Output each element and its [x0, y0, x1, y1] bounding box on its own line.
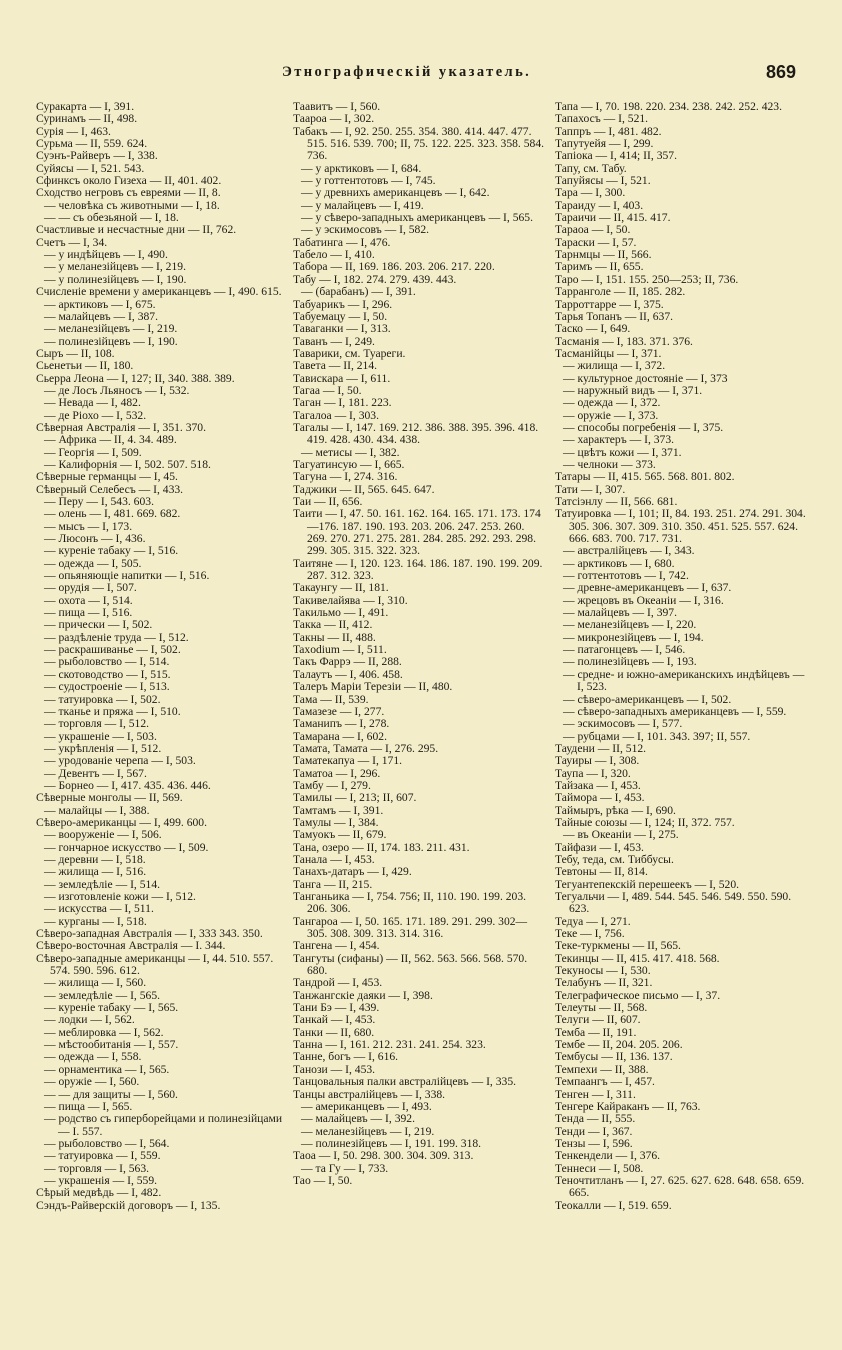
index-entry: Танцы австралійцевъ — I, 338.	[293, 1087, 446, 1101]
index-entry: Тензы — I, 596.	[555, 1136, 633, 1150]
index-entry: — одежда — I, 372.	[563, 396, 661, 410]
index-entry: Тагалоа — I, 303.	[293, 408, 380, 422]
index-entry: Танки — II, 680.	[293, 1025, 375, 1039]
index-entry: Суракарта — I, 391.	[36, 100, 135, 113]
index-entry: — Невада — I, 482.	[44, 396, 141, 410]
index-entry: — одежда — I, 558.	[44, 1050, 142, 1064]
index-entry: Тенгере Кайраканъ — II, 763.	[555, 1099, 701, 1113]
index-entry: — куреніе табаку — I, 516.	[44, 544, 179, 558]
index-entry: Сѣверные монголы — II, 569.	[36, 791, 183, 805]
index-entry: Тенда — II, 555.	[555, 1112, 636, 1126]
index-entry: — у меланезійцевъ — I, 219.	[44, 260, 186, 274]
index-entry: Тараски — I, 57.	[555, 235, 637, 249]
index-entry: Такка — II, 412.	[293, 618, 373, 632]
index-entry: Тагуатинсую — I, 665.	[293, 457, 405, 471]
index-entry: Танози — I, 453.	[293, 1062, 376, 1076]
index-entry: Тарнмцы — II, 566.	[555, 248, 652, 262]
index-entry: Табу — I, 182. 274. 279. 439. 443.	[293, 272, 457, 286]
index-entry: Сьерра Леона — I, 127; II, 340. 388. 389.	[36, 371, 235, 385]
index-entry: — жрецовъ въ Океаніи — I, 316.	[563, 593, 724, 607]
index-column-1	[36, 101, 284, 1212]
index-entry: — меблировка — I, 562.	[44, 1025, 164, 1039]
index-entry: — жилища — I, 372.	[563, 359, 666, 373]
index-entry: — полинезійцевъ — I, 193.	[563, 655, 697, 669]
index-entry: — искусства — I, 511.	[44, 902, 154, 916]
index-entry: — Африка — II, 4. 34. 489.	[44, 433, 177, 447]
index-entry: — курганы — I, 518.	[44, 914, 147, 928]
index-entry: — у арктиковъ — I, 684.	[301, 161, 422, 175]
index-entry: Тамуокъ — II, 679.	[293, 828, 387, 842]
index-entry: Тавискара — I, 611.	[293, 371, 391, 385]
index-entry: — родство съ гиперборейцами и полинезійцами — I. 557.	[44, 1112, 283, 1138]
index-entry: Тангена — I, 454.	[293, 939, 380, 953]
index-entry: Сурія — I, 463.	[36, 124, 111, 138]
index-entry: Таупа — I, 320.	[555, 766, 631, 780]
index-entry: — украшенія — I, 559.	[44, 1173, 158, 1187]
index-entry: — арктиковъ — I, 680.	[563, 556, 675, 570]
index-entry: Тандрой — I, 453.	[293, 976, 383, 990]
index-entry: — наружный видъ — I, 371.	[563, 383, 703, 397]
index-entry: Тавета — II, 214.	[293, 359, 378, 373]
index-entry: — характеръ — I, 373.	[563, 433, 675, 447]
index-entry: Тамулы — I, 384.	[293, 815, 379, 829]
index-entry: Тембе — II, 204. 205. 206.	[555, 1038, 683, 1052]
index-entry: — меланезійцевъ — I, 219.	[44, 322, 178, 336]
index-entry: Табакъ — I, 92. 250. 255. 354. 380. 414. 447. 477. 515. 516. 539. 700; II, 75. 122. 225. 323. 358. 584. 736.	[293, 124, 545, 163]
index-entry: — готтентотовъ — I, 742.	[563, 569, 689, 583]
index-entry: Тапіока — I, 414; II, 357.	[555, 149, 677, 163]
index-entry: Тевтоны — II, 814.	[555, 865, 648, 879]
index-entry: Телуги — II, 607.	[555, 1013, 641, 1027]
index-entry: Тебу, теда, см. Тиббусы.	[555, 852, 674, 866]
index-entry: — орнаментика — I, 565.	[44, 1062, 170, 1076]
index-entry: Танга — II, 215.	[293, 877, 373, 891]
index-entry: Тамарана — I, 602.	[293, 729, 387, 743]
index-entry: Сьенетьи — II, 180.	[36, 359, 134, 373]
index-entry: Сфинксъ около Гизеха — II, 401. 402.	[36, 174, 222, 188]
index-entry: Танцовальныя палки австралійцевъ — I, 335.	[293, 1075, 517, 1089]
index-entry: Такъ Фаррэ — II, 288.	[293, 655, 402, 669]
index-entry: Таарoa — I, 302.	[293, 112, 375, 126]
index-entry: Таваганки — I, 313.	[293, 322, 391, 336]
index-entry: Тамилы — I, 213; II, 607.	[293, 791, 417, 805]
index-entry: — у сѣверо-западныхъ американцевъ — I, 565.	[301, 211, 534, 225]
index-entry: — гончарное искусство — I, 509.	[44, 840, 209, 854]
index-entry: Тара — I, 300.	[555, 186, 626, 200]
index-entry: — способы погребенія — I, 375.	[563, 420, 724, 434]
index-entry: — та Гу — I, 733.	[301, 1161, 389, 1175]
index-entry: Таско — I, 649.	[555, 322, 631, 336]
index-entry: — эскимосовъ — I, 577.	[563, 717, 683, 731]
index-entry: — пища — I, 516.	[44, 606, 133, 620]
index-entry: Тапа — I, 70. 198. 220. 234. 238. 242. 252. 423.	[555, 100, 782, 113]
index-entry: — тканье и пряжа — I, 510.	[44, 704, 181, 718]
index-entry: Темпаангъ — I, 457.	[555, 1075, 655, 1089]
index-entry: — у малайцевъ — I, 419.	[301, 198, 424, 212]
index-entry: Тамбу — I, 279.	[293, 778, 371, 792]
index-entry: Таманипъ — I, 278.	[293, 717, 390, 731]
index-entry: — меланезійцевъ — I, 219.	[301, 1124, 435, 1138]
index-entry: — Калифорнія — I, 502. 507. 518.	[44, 457, 211, 471]
index-entry: Тараичи — II, 415. 417.	[555, 211, 671, 225]
index-entry: Тенген — I, 311.	[555, 1087, 636, 1101]
index-entry: Тарроттарре — I, 375.	[555, 297, 664, 311]
index-entry: Теннеси — I, 508.	[555, 1161, 644, 1175]
index-entry: Теокалли — I, 519. 659.	[555, 1198, 672, 1212]
index-entry: — малайцевъ — I, 397.	[563, 606, 678, 620]
index-entry: Счастливые и несчастные дни — II, 762.	[36, 223, 237, 237]
index-entry: — мѣстообитанія — I, 557.	[44, 1038, 179, 1052]
index-entry: — жилища — I, 516.	[44, 865, 147, 879]
index-entry: Тапутуейя — I, 299.	[555, 137, 654, 151]
index-entry: — у готтентотовъ — I, 745.	[301, 174, 436, 188]
index-entry: Тараиду — I, 403.	[555, 198, 644, 212]
index-entry: Счисленіе времени у американцевъ — I, 490. 615.	[36, 285, 282, 299]
index-entry: Тарранголе — II, 185. 282.	[555, 285, 686, 299]
index-entry: — древне-американцевъ — I, 637.	[563, 581, 732, 595]
index-entry: Тайфази — I, 453.	[555, 840, 644, 854]
index-entry: Таавитъ — I, 560.	[293, 100, 381, 113]
index-entry: — татуировка — I, 559.	[44, 1149, 161, 1163]
index-entry: — оружіе — I, 560.	[44, 1075, 140, 1089]
index-entry: — Девентъ — I, 567.	[44, 766, 147, 780]
index-entry: — татуировка — I, 502.	[44, 692, 161, 706]
index-entry: Тангуты (сифаны) — II, 562. 563. 566. 568. 570. 680.	[293, 951, 528, 978]
index-entry: Табело — I, 410.	[293, 248, 375, 262]
index-entry: — торговля — I, 512.	[44, 717, 150, 731]
index-entry: — Георгія — I, 509.	[44, 445, 142, 459]
index-entry: Татуировка — I, 101; II, 84. 193. 251. 274. 291. 304. 305. 306. 307. 309. 310. 350. 451. 525. 557. 624. 666. 683. 700. 717. 731.	[555, 507, 806, 546]
index-entry: Тапахосъ — I, 521.	[555, 112, 649, 126]
index-entry: Тайные союзы — I, 124; II, 372. 757.	[555, 815, 735, 829]
index-entry: Танна — I, 161. 212. 231. 241. 254. 323.	[293, 1038, 486, 1052]
index-entry: — малайцевъ — I, 387.	[44, 309, 159, 323]
index-entry: — полинезійцевъ — I, 191. 199. 318.	[301, 1136, 482, 1150]
index-entry: — орудія — I, 507.	[44, 581, 137, 595]
index-entry: — метисы — I, 382.	[301, 445, 400, 459]
index-entry: Тембусы — II, 136. 137.	[555, 1050, 673, 1064]
index-entry: Тауиры — I, 308.	[555, 754, 640, 768]
index-entry: — лодки — I, 562.	[44, 1013, 135, 1027]
index-entry: — челноки — 373.	[563, 457, 656, 471]
index-entry: Татары — II, 415. 565. 568. 801. 802.	[555, 470, 735, 484]
index-entry: Таванъ — I, 249.	[293, 334, 375, 348]
index-entry: Тапу, см. Табу.	[555, 161, 627, 175]
index-entry: Таматекапуа — I, 171.	[293, 754, 403, 768]
index-entry: — человѣка съ животными — I, 18.	[44, 198, 220, 212]
index-entry: — раскрашиванье — I, 502.	[44, 643, 181, 657]
index-entry: Табора — II, 169. 186. 203. 206. 217. 220.	[293, 260, 495, 274]
index-entry: Тасманійцы — I, 371.	[555, 346, 662, 360]
index-entry: Сыръ — II, 108.	[36, 346, 115, 360]
index-entry: Телабунъ — II, 321.	[555, 976, 653, 990]
index-entry: Сурьма — II, 559. 624.	[36, 137, 148, 151]
index-entry: Такильмо — I, 491.	[293, 606, 389, 620]
index-entry: — судостроеніе — I, 513.	[44, 680, 170, 694]
index-entry: — вооруженіе — I, 506.	[44, 828, 162, 842]
index-entry: Таппръ — I, 481. 482.	[555, 124, 662, 138]
index-column-2	[293, 101, 545, 1187]
index-entry: Танала — I, 453.	[293, 852, 375, 866]
index-entry: Тараоа — I, 50.	[555, 223, 631, 237]
index-entry: Тенкендели — I, 376.	[555, 1149, 661, 1163]
index-entry: Суйясы — I, 521. 543.	[36, 161, 145, 175]
index-entry: Таматоа — I, 296.	[293, 766, 381, 780]
index-entry: Сходство негровъ съ евреями — II, 8.	[36, 186, 221, 200]
index-entry: Темба — II, 191.	[555, 1025, 637, 1039]
index-entry: Тани Бэ — I, 439.	[293, 1001, 380, 1015]
index-entry: Такны — II, 488.	[293, 630, 376, 644]
index-entry: — опьяняющіе напитки — I, 516.	[44, 569, 210, 583]
index-entry: Табатинга — I, 476.	[293, 235, 391, 249]
index-entry: Телеграфическое письмо — I, 37.	[555, 988, 721, 1002]
index-entry: — у полинезійцевъ — I, 190.	[44, 272, 187, 286]
index-entry: — — съ обезьяной — I, 18.	[44, 211, 179, 225]
index-entry: Телеуты — II, 568.	[555, 1001, 648, 1015]
index-entry: Таймыръ, рѣка — I, 690.	[555, 803, 676, 817]
index-entry: — земледѣліе — I, 565.	[44, 988, 161, 1002]
index-entry: Таи — II, 656.	[293, 495, 363, 508]
index-entry: Счетъ — I, 34.	[36, 235, 108, 249]
index-entry: Талаутъ — I, 406. 458.	[293, 667, 403, 681]
index-entry: Темпехи — II, 388.	[555, 1062, 649, 1076]
index-entry: Таити — I, 47. 50. 161. 162. 164. 165. 171. 173. 174—176. 187. 190. 193. 203. 206. 247. 253. 260. 269. 270. 271. 275. 281. 284. 285. 292. 293. 298. 299. 305. 315. 322. 323.	[293, 507, 541, 558]
index-entry: Тамтамъ — I, 391.	[293, 803, 384, 817]
index-entry: — оружіе — I, 373.	[563, 408, 659, 422]
index-entry: Теке — I, 756.	[555, 927, 625, 941]
index-entry: — цвѣтъ кожи — I, 371.	[563, 445, 682, 459]
index-entry: Табуарикъ — I, 296.	[293, 297, 393, 311]
index-entry: — сѣверо-западныхъ американцевъ — I, 559.	[563, 704, 787, 718]
index-entry: — раздѣленіе труда — I, 512.	[44, 630, 189, 644]
index-entry: Тенди — I, 367.	[555, 1124, 633, 1138]
index-entry: Татсіэнлу — II, 566. 681.	[555, 495, 678, 508]
index-entry: — изготовленіе кожи — I, 512.	[44, 890, 196, 903]
index-entry: Суринамъ — II, 498.	[36, 112, 138, 126]
index-entry: Тати — I, 307.	[555, 482, 626, 496]
index-entry: — арктиковъ — I, 675.	[44, 297, 156, 311]
index-entry: Тагаа — I, 50.	[293, 383, 362, 397]
index-entry: Сэндъ-Райверскій договоръ — I, 135.	[36, 1198, 221, 1212]
index-entry: Таудени — II, 512.	[555, 741, 647, 755]
index-entry: — рыболовство — I, 514.	[44, 655, 170, 669]
index-entry: Сѣверная Австралія — I, 351. 370.	[36, 420, 207, 434]
index-entry: Таро — I, 151. 155. 250—253; II, 736.	[555, 272, 739, 286]
index-entry: — малайцы — I, 388.	[44, 803, 150, 817]
index-entry: — одежда — I, 505.	[44, 556, 142, 570]
index-entry: Сѣрый медвѣдь — I, 482.	[36, 1186, 162, 1200]
index-entry: Танахъ-датаръ — I, 429.	[293, 865, 412, 879]
index-entry: — земледѣліе — I, 514.	[44, 877, 161, 891]
page-number: 869	[766, 62, 797, 82]
index-entry: — рубцами — I, 101. 343. 397; II, 557.	[563, 729, 751, 743]
index-entry: Тангароа — I, 50. 165. 171. 189. 291. 299. 302—305. 308. 309. 313. 314. 316.	[293, 914, 528, 941]
index-entry: — жилища — I, 560.	[44, 976, 147, 990]
index-entry: Такивелайява — I, 310.	[293, 593, 408, 607]
index-entry: — австралійцевъ — I, 343.	[563, 544, 695, 558]
index-entry: Сѣверо-восточная Австралія — I. 344.	[36, 939, 226, 953]
index-entry: — олень — I, 481. 669. 682.	[44, 507, 181, 521]
index-entry: Тедуа — I, 271.	[555, 914, 631, 928]
index-entry: Таймора — I, 453.	[555, 791, 645, 805]
index-entry: — Люсонъ — I, 436.	[44, 532, 146, 546]
index-entry: — Перу — I, 543. 603.	[44, 495, 154, 508]
index-entry: Танне, богъ — I, 616.	[293, 1050, 399, 1064]
index-entry: Тасманія — I, 183. 371. 376.	[555, 334, 693, 348]
index-entry: — у древнихъ американцевъ — I, 642.	[301, 186, 490, 200]
index-entry: Теночтитланъ — I, 27. 625. 627. 628. 648. 658. 659. 665.	[555, 1173, 805, 1200]
index-entry: — пища — I, 565.	[44, 1099, 133, 1113]
index-entry: — уродованіе черепа — I, 503.	[44, 754, 196, 768]
index-entry: Тарья Топанъ — II, 637.	[555, 309, 674, 323]
index-entry: Текинцы — II, 415. 417. 418. 568.	[555, 951, 720, 965]
index-entry: Сѣверо-западная Австралія — I, 333 343. 350.	[36, 927, 263, 941]
index-entry: — полинезійцевъ — I, 190.	[44, 334, 178, 348]
index-entry: Тана, озеро — II, 174. 183. 211. 431.	[293, 840, 470, 854]
index-entry: — культурное достояніе — I, 373	[563, 371, 728, 385]
index-entry: Танжангскіе даяки — I, 398.	[293, 988, 433, 1002]
index-entry: — укрѣпленія — I, 512.	[44, 741, 162, 755]
index-entry: — деревни — I, 518.	[44, 852, 146, 866]
index-entry: — у индѣйцевъ — I, 490.	[44, 248, 168, 262]
index-entry: Текуносы — I, 530.	[555, 964, 651, 978]
index-entry: Талеръ Маріи Терезіи — II, 480.	[293, 680, 453, 694]
index-entry: Таварики, см. Туареги.	[293, 346, 406, 360]
index-entry: Тапуйясы — I, 521.	[555, 174, 651, 188]
running-head	[0, 62, 842, 86]
index-entry: — въ Океаніи — I, 275.	[563, 828, 679, 842]
index-entry: — у эскимосовъ — I, 582.	[301, 223, 430, 237]
index-entry: — прически — I, 502.	[44, 618, 153, 632]
index-entry: — де Ріохо — I, 532.	[44, 408, 147, 422]
index-entry: — куреніе табаку — I, 565.	[44, 1001, 179, 1015]
index-entry: Таримъ — II, 655.	[555, 260, 644, 274]
index-entry: Танкай — I, 453.	[293, 1013, 376, 1027]
index-entry: Тагуна — I, 274. 316.	[293, 470, 398, 484]
index-entry: — скотоводство — I, 515.	[44, 667, 171, 681]
running-title: Этнографическій указатель.	[282, 64, 532, 80]
index-entry: Тамазезе — I, 277.	[293, 704, 385, 718]
index-entry: Тегуальчи — I, 489. 544. 545. 546. 549. 550. 590. 623.	[555, 890, 792, 916]
index-entry: Такаунгу — II, 181.	[293, 581, 389, 595]
index-entry: Тегуантепекскій перешеекъ — I, 520.	[555, 877, 740, 891]
index-entry: Тама — II, 539.	[293, 692, 369, 706]
index-entry: Суэнъ-Райверъ — I, 338.	[36, 149, 158, 163]
index-entry: Тао — I, 50.	[293, 1173, 353, 1187]
index-entry: Сѣверо-американцы — I, 499. 600.	[36, 815, 207, 829]
index-entry: Таоа — I, 50. 298. 300. 304. 309. 313.	[293, 1149, 474, 1163]
index-entry: Сѣверный Селебесъ — I, 433.	[36, 482, 184, 496]
index-entry: — рыболовство — I, 564.	[44, 1136, 170, 1150]
index-entry: Сѣверные германцы — I, 45.	[36, 470, 178, 484]
index-entry: — (барабанъ) — I, 391.	[301, 285, 416, 299]
index-entry: — малайцевъ — I, 392.	[301, 1112, 416, 1126]
index-entry: Сѣверо-западные американцы — I, 44. 510. 557. 574. 590. 596. 612.	[36, 951, 274, 978]
index-entry: Таитяне — I, 120. 123. 164. 186. 187. 190. 199. 209. 287. 312. 323.	[293, 556, 543, 583]
index-column-3	[555, 101, 813, 1212]
index-entry: — сѣверо-американцевъ — I, 502.	[563, 692, 732, 706]
index-entry: — патагонцевъ — I, 546.	[563, 643, 686, 657]
index-entry: — охота — I, 514.	[44, 593, 133, 607]
index-entry: — меланезійцевъ — I, 220.	[563, 618, 697, 632]
index-entry: — Борнео — I, 417. 435. 436. 446.	[44, 778, 211, 792]
index-entry: — мысъ — I, 173.	[44, 519, 133, 533]
index-entry: Теке-туркмены — II, 565.	[555, 939, 681, 953]
index-entry: Таджики — II, 565. 645. 647.	[293, 482, 435, 496]
index-entry: Таган — I, 181. 223.	[293, 396, 392, 410]
index-entry: — де Лосъ Льяносъ — I, 532.	[44, 383, 190, 397]
index-entry: Taxodium — I, 511.	[293, 643, 387, 657]
index-entry: — украшеніе — I, 503.	[44, 729, 157, 743]
index-entry: Тагалы — I, 147. 169. 212. 386. 388. 395. 396. 418. 419. 428. 430. 434. 438.	[293, 420, 539, 447]
index-entry: — американцевъ — I, 493.	[301, 1099, 432, 1113]
index-entry: — торговля — I, 563.	[44, 1161, 150, 1175]
index-entry: — микронезійцевъ — I, 194.	[563, 630, 704, 644]
index-entry: — средне- и южно-американскихъ индѣйцевъ — I, 523.	[563, 667, 805, 694]
index-entry: Тамата, Тамата — I, 276. 295.	[293, 741, 439, 755]
index-entry: — — для защиты — I, 560.	[44, 1087, 178, 1101]
index-entry: Тайзака — I, 453.	[555, 778, 641, 792]
index-entry: Табуемацу — I, 50.	[293, 309, 388, 323]
index-entry: Танганьика — I, 754. 756; II, 110. 190. 199. 203. 206. 306.	[293, 890, 527, 916]
